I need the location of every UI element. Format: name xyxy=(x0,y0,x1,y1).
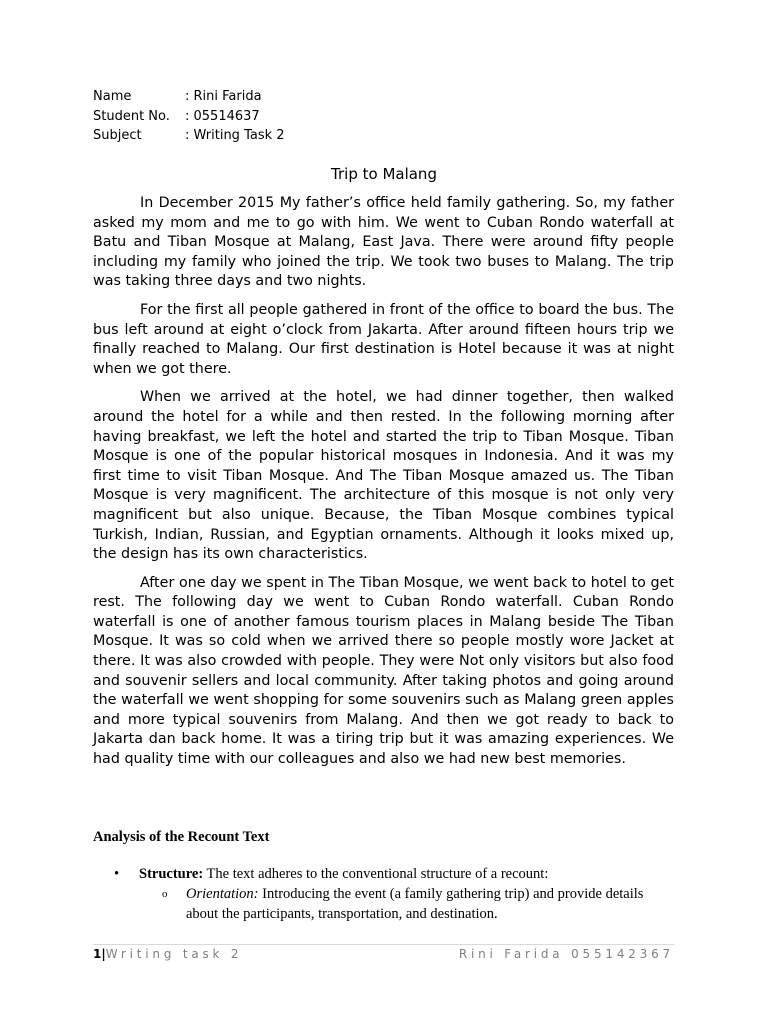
subject-row xyxy=(93,126,285,146)
student-no-row xyxy=(93,107,285,127)
paragraph-waterfall: After one day we spent in The Tiban Mosque, we went back to hotel to get rest. The following day we went to Cuban Rondo waterfall. Cuban Rondo waterfall is one of another famous tourism places in Malang beside The Tiban Mosque. It was so cold when we arrived there so people mostly wore Jacket at there. It was also crowded with people. They were Not only visitors but also food and souvenir sellers and local community. After taking photos and going around the waterfall we went shopping for some souvenirs such as Malang green apples and more typical souvenirs from Malang. And then we got ready to back to Jakarta dan back home. It was a tiring trip but it was amazing experiences. We had quality time with our colleagues and also we had new best memories. xyxy=(93,574,674,768)
footer-separator: | xyxy=(101,947,106,961)
paragraph-orientation: In December 2015 My father’s office held family gathering. So, my father asked my mom and me to go with him. We went to Cuban Rondo waterfall at Batu and Tiban Mosque at Malang, East Java. There were around fifty people including my family who joined the trip. We took two buses to Malang. The trip was taking three days and two nights. xyxy=(93,195,674,290)
subject-label: Subject xyxy=(93,128,142,143)
list-item-structure xyxy=(93,864,674,884)
bullet-marker: • xyxy=(114,866,120,882)
name-label: Name xyxy=(93,89,132,104)
footer-left xyxy=(93,947,242,961)
document-title: Trip to Malang xyxy=(331,165,437,183)
page-number: 1 xyxy=(93,947,102,961)
structure-label: Structure: xyxy=(139,866,204,882)
name-value: : Rini Farida xyxy=(185,89,262,104)
list-item-orientation xyxy=(93,884,674,924)
name-row xyxy=(93,87,285,107)
page-footer xyxy=(93,947,674,961)
footer-divider xyxy=(93,944,674,945)
recount-body xyxy=(93,194,674,779)
student-info xyxy=(93,87,285,146)
student-no-label: Student No. xyxy=(93,108,170,124)
orientation-label: Orientation: xyxy=(186,886,259,902)
sub-bullet-marker: o xyxy=(162,888,168,900)
analysis-heading: Analysis of the Recount Text xyxy=(93,829,270,845)
student-no-value: : 05514637 xyxy=(185,108,260,124)
paragraph-departure: For the first all people gathered in front of the office to board the bus. The bus left around at eight o’clock from Jakarta. After around fifteen hours trip we finally reached to Malang. Our first destination is Hotel because it was at night when we got there. xyxy=(93,301,674,377)
footer-left-text: Writing task 2 xyxy=(105,947,243,961)
paragraph-tiban-mosque: When we arrived at the hotel, we had dinner together, then walked around the hotel for a while and then rested. In the following morning after having breakfast, we left the hotel and started the trip to Tiban Mosque. Tiban Mosque is one of the popular historical mosques in Indonesia. And it was my first time to visit Tiban Mosque. And The Tiban Mosque amazed us. The Tiban Mosque is very magnificent. The architecture of this mosque is not only very magnificent but also unique. Because, the Tiban Mosque combines typical Turkish, Indian, Russian, and Egyptian ornaments. Although it looks mixed up, the design has its own characteristics. xyxy=(93,389,674,563)
structure-text: The text adheres to the conventional structure of a recount: xyxy=(203,866,549,882)
footer-author: Rini Farida 055142367 xyxy=(458,947,674,961)
analysis-list xyxy=(93,864,674,924)
orientation-text: Introducing the event (a family gathering trip) and provide details about the participants, transportation, and destination. xyxy=(186,886,644,922)
subject-value: : Writing Task 2 xyxy=(185,128,285,143)
